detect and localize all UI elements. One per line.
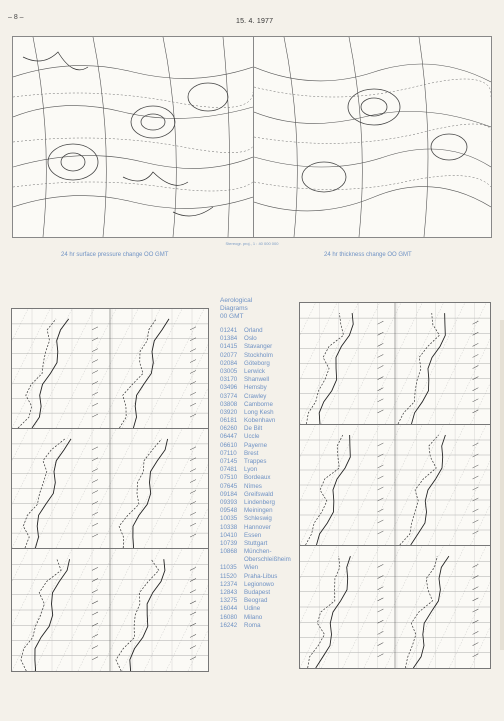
station-item xyxy=(220,409,291,417)
station-item xyxy=(220,368,291,376)
station-name: Legionowo xyxy=(244,580,274,588)
station-item xyxy=(220,442,291,450)
station-name: Göteborg xyxy=(244,359,270,367)
station-code: 10410 xyxy=(220,531,238,539)
station-item xyxy=(220,499,291,507)
station-name: Wien xyxy=(244,564,259,572)
station-name: Brest xyxy=(244,449,259,457)
station-name: Kobenhavn xyxy=(244,417,276,425)
station-name: Oslo xyxy=(244,335,257,343)
station-item xyxy=(220,425,291,433)
station-name: Praha-Libus xyxy=(244,572,278,580)
thickness-map-drawing xyxy=(254,37,491,237)
station-item xyxy=(220,393,291,401)
station-item xyxy=(220,622,291,630)
station-item xyxy=(220,335,291,343)
station-code: 03920 xyxy=(220,408,238,416)
station-code: 02077 xyxy=(220,351,238,359)
station-code: 07481 xyxy=(220,466,238,474)
station-item xyxy=(220,573,291,581)
surface-pressure-change-map xyxy=(12,36,254,238)
station-code: 07645 xyxy=(220,482,238,490)
station-name: Essen xyxy=(244,531,262,539)
station-code: 11520 xyxy=(220,572,237,580)
station-code: 13275 xyxy=(220,597,238,605)
station-item xyxy=(220,540,291,548)
station-item xyxy=(220,384,291,392)
aerological-diagram xyxy=(11,428,209,549)
station-item xyxy=(220,474,291,482)
aerological-diagram-drawing xyxy=(12,429,208,548)
station-code: 06260 xyxy=(220,425,238,433)
station-code: 01241 xyxy=(220,327,238,334)
station-code: 06610 xyxy=(220,441,238,449)
station-item xyxy=(220,483,291,491)
station-code: 09548 xyxy=(220,507,238,515)
pressure-map-drawing xyxy=(13,37,253,237)
station-name: Stockholm xyxy=(244,351,273,359)
station-item xyxy=(220,491,291,499)
station-code: 12843 xyxy=(220,589,238,596)
aerological-title-line: Aerological xyxy=(220,297,253,304)
station-name: Meiningen xyxy=(244,507,273,515)
station-item xyxy=(220,515,291,523)
aerological-title xyxy=(220,297,252,321)
station-item xyxy=(220,401,291,409)
page-date: 15. 4. 1977 xyxy=(236,18,274,25)
aerological-diagram-drawing xyxy=(300,546,490,668)
station-name: Orland xyxy=(244,327,263,334)
station-item xyxy=(220,466,291,474)
station-name: Greifswald xyxy=(244,490,274,498)
station-item xyxy=(220,614,291,622)
station-code: 03170 xyxy=(220,376,238,384)
station-item xyxy=(220,327,291,335)
station-name: Lerwick xyxy=(244,367,265,375)
station-name: Lindenberg xyxy=(244,498,275,506)
station-item xyxy=(220,524,291,532)
page-edge-tab xyxy=(500,320,504,650)
map-scale-note: Stereogr. proj., 1 : 40 000 000 xyxy=(225,241,279,246)
station-item xyxy=(220,507,291,515)
station-item xyxy=(220,589,291,597)
surface-pressure-caption: 24 hr surface pressure change OO GMT xyxy=(61,252,169,258)
station-code: 16242 xyxy=(220,621,238,629)
station-name: Oberschleißheim xyxy=(244,556,291,564)
station-code: 16044 xyxy=(220,605,238,613)
aerological-diagram xyxy=(11,548,209,672)
station-name: Roma xyxy=(244,621,261,629)
station-name: Budapest xyxy=(244,589,271,596)
station-list xyxy=(220,327,291,630)
station-name: Shanwell xyxy=(244,376,270,384)
station-name: Trappes xyxy=(244,458,267,465)
station-code: 06181 xyxy=(220,417,238,425)
station-name: Stavanger xyxy=(244,343,273,351)
station-code: 11035 xyxy=(220,564,237,572)
station-code: 01415 xyxy=(220,343,238,351)
station-code: 07510 xyxy=(220,474,238,482)
station-name: Schleswig xyxy=(244,515,272,523)
station-item xyxy=(220,343,291,351)
station-item xyxy=(220,597,291,605)
page-number: – 8 – xyxy=(8,14,24,21)
thickness-change-map xyxy=(253,36,492,238)
station-code: 02084 xyxy=(220,359,238,367)
station-name: Udine xyxy=(244,605,261,613)
station-code: 10035 xyxy=(220,515,238,523)
station-code: 12374 xyxy=(220,580,238,588)
station-code: 10868 xyxy=(220,548,238,556)
station-name: Lyon xyxy=(244,466,258,474)
station-code: 10739 xyxy=(220,539,238,547)
station-item xyxy=(220,360,291,368)
station-code: 01384 xyxy=(220,335,238,343)
station-name: Long Kesh xyxy=(244,408,274,416)
aerological-diagram xyxy=(11,308,209,429)
station-code: 10338 xyxy=(220,523,238,531)
station-code: 03808 xyxy=(220,400,238,408)
station-name: Nîmes xyxy=(244,482,262,490)
station-name: München- xyxy=(244,548,272,556)
station-item xyxy=(220,532,291,540)
station-name: Hemsby xyxy=(244,384,267,392)
station-name: Uccle xyxy=(244,433,260,441)
station-item xyxy=(220,548,291,556)
aerological-diagram-drawing xyxy=(300,425,490,545)
aerological-diagram-drawing xyxy=(300,303,490,424)
station-code: 07145 xyxy=(220,458,238,465)
station-item xyxy=(220,352,291,360)
station-item xyxy=(220,564,291,572)
station-code: 03005 xyxy=(220,367,238,375)
station-code: 07110 xyxy=(220,449,237,457)
aerological-diagram-drawing xyxy=(12,549,208,671)
station-name: Hannover xyxy=(244,523,271,531)
station-item xyxy=(220,581,291,589)
station-code: 03774 xyxy=(220,392,238,400)
station-name: Bordeaux xyxy=(244,474,271,482)
station-code: 09184 xyxy=(220,490,238,498)
station-name: Crawley xyxy=(244,392,267,400)
station-item xyxy=(220,605,291,613)
aerological-diagram xyxy=(299,545,491,669)
aerological-title-line: 00 GMT xyxy=(220,313,244,320)
aerological-title-line: Diagrams xyxy=(220,305,248,312)
station-code: 09393 xyxy=(220,498,238,506)
station-name: Payerne xyxy=(244,441,268,449)
aerological-diagram xyxy=(299,424,491,546)
station-item xyxy=(220,376,291,384)
station-code: 03496 xyxy=(220,384,238,392)
station-name: Milano xyxy=(244,613,263,621)
station-code: 16080 xyxy=(220,613,238,621)
station-item xyxy=(220,433,291,441)
station-code: 06447 xyxy=(220,433,238,441)
station-item xyxy=(220,450,291,458)
station-item xyxy=(220,458,291,466)
station-item xyxy=(220,417,291,425)
station-item xyxy=(220,556,291,564)
station-name: Beograd xyxy=(244,597,268,605)
station-name: De Bilt xyxy=(244,425,263,433)
station-name: Stuttgart xyxy=(244,539,268,547)
aerological-diagram-drawing xyxy=(12,309,208,428)
aerological-diagram xyxy=(299,302,491,425)
station-name: Camborne xyxy=(244,400,273,408)
thickness-caption: 24 hr thickness change OO GMT xyxy=(324,252,412,258)
